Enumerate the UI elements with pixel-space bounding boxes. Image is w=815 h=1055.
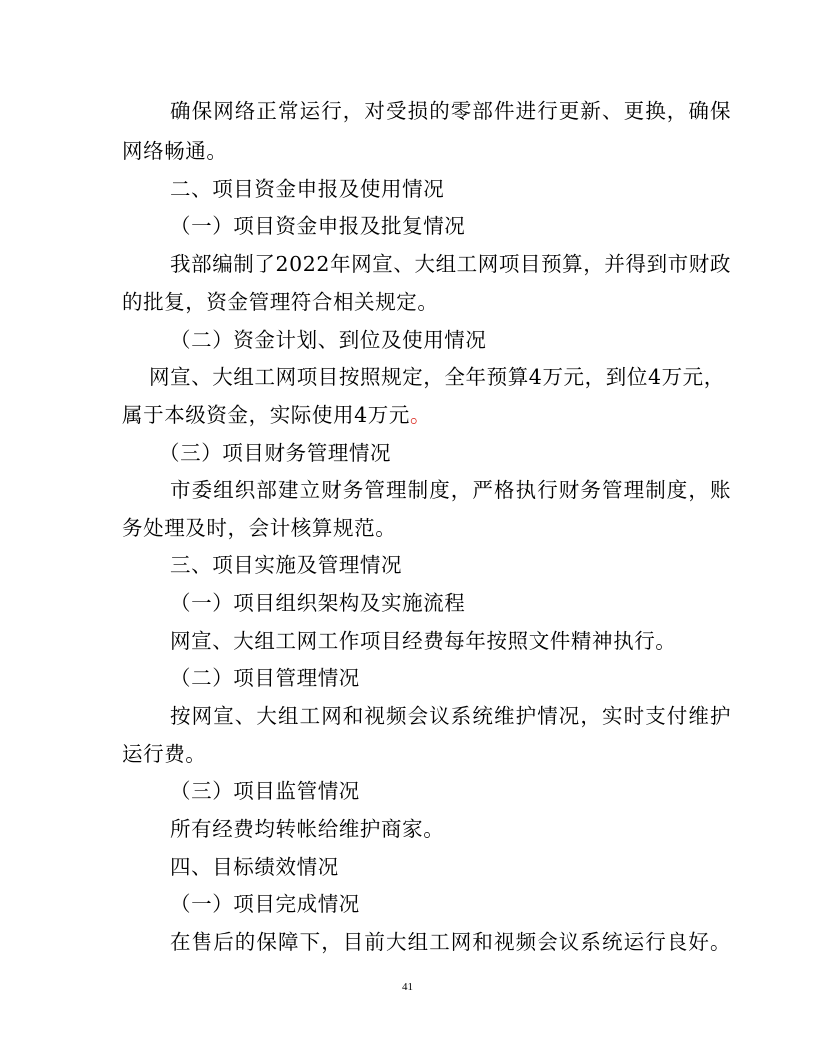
paragraph-line [122,401,431,429]
subsection-heading: （一）项目完成情况 [170,892,360,916]
section-heading: 四、目标绩效情况 [170,855,339,879]
subsection-heading: （三）项目财务管理情况 [159,441,392,465]
subsection-heading: （一）项目组织架构及实施流程 [170,591,466,615]
red-period-mark: 。 [409,403,432,427]
paragraph-line: 所有经费均转帐给维护商家。 [170,817,445,841]
paragraph-line: 网宣、大组工网工作项目经费每年按照文件精神执行。 [170,629,677,653]
section-heading: 三、项目实施及管理情况 [170,553,403,577]
paragraph-line: 确保网络正常运行，对受损的零部件进行更新、更换，确保 [170,99,732,123]
subsection-heading: （一）项目资金申报及批复情况 [170,214,466,238]
paragraph-line: 运行费。 [122,742,207,766]
subsection-heading: （二）项目管理情况 [170,666,360,690]
paragraph-line: 的批复，资金管理符合相关规定。 [122,290,439,314]
paragraph-text: 属于本级资金，实际使用4万元 [122,403,410,427]
paragraph-line: 网宣、大组工网项目按照规定，全年预算4万元，到位4万元， [149,365,725,389]
paragraph-line: 在售后的保障下，目前大组工网和视频会议系统运行良好。 [170,930,732,954]
paragraph-line: 网络畅通。 [122,139,228,163]
paragraph-line: 务处理及时，会计核算规范。 [122,516,397,540]
section-heading: 二、项目资金申报及使用情况 [170,177,445,201]
subsection-heading: （三）项目监管情况 [170,779,360,803]
paragraph-line: 按网宣、大组工网和视频会议系统维护情况，实时支付维护 [170,704,732,728]
page-number: 41 [402,981,413,993]
paragraph-line: 我部编制了2022年网宣、大组工网项目预算，并得到市财政 [170,252,731,276]
paragraph-line: 市委组织部建立财务管理制度，严格执行财务管理制度，账 [170,478,732,502]
subsection-heading: （二）资金计划、到位及使用情况 [170,328,487,352]
